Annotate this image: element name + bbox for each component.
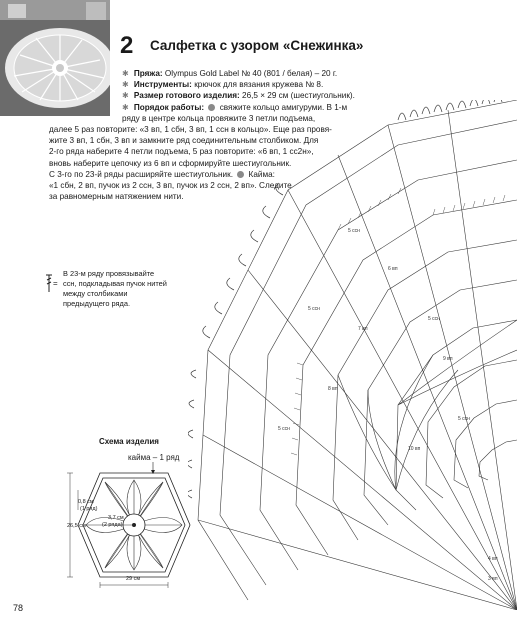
chart-label: 10 вп <box>408 446 421 452</box>
page-number: 78 <box>13 603 24 613</box>
chart-label: 9 вп <box>443 356 453 362</box>
star-bullet-icon: ✱ <box>122 80 129 90</box>
chart-label: 6 вп <box>388 266 398 272</box>
pattern-title: Салфетка с узором «Снежинка» <box>150 38 364 53</box>
star-bullet-icon: ✱ <box>122 102 129 112</box>
chart-label: 4 вп <box>488 556 498 562</box>
dim-37: 3,7 см <box>108 515 124 521</box>
crochet-chart <box>188 100 517 610</box>
stitch-note: В 23-м ряду провязывайте ссн, подкладывая пучок нитей между столбиками предыдущего ряда. <box>63 269 167 308</box>
chart-label: 5 ссн <box>278 426 290 432</box>
chart-label: 5 ссн <box>348 228 360 234</box>
doily-photo <box>0 0 110 116</box>
instructions-paragraph: далее 5 раз повторите: «3 вп, 1 сбн, 3 вп, 1 ссн в кольцо». Еще раз провя- жите 3 вп, 1 сбн, 3 вп и замкните ряд соединительным столбиком. Для 2-го ряда наберите 4 петли подъема, 5 раз повторите: «6 вп, 1 сс2н», вновь наберите цепочку из 6 вп и сформируйте шестиугольник. С 3-го по 23-й ряды расширяйте шестиугольник. Кайма: «1 сбн, 2 вп, пучок из 2 ссн, 3 вп, пучок из 2 ссн, 2 вп». Следите за равномерным натяжением нити. <box>49 125 332 202</box>
chart-label: 5 ссн <box>308 306 320 312</box>
schema-title: Схема изделия <box>99 437 159 446</box>
size-line: ✱ Размер готового изделия: 26,5 × 29 см (шестиугольник). <box>122 91 355 101</box>
chart-label: 3 вп <box>488 576 498 582</box>
tools-line: ✱ Инструменты: крючок для вязания кружева № 8. <box>122 80 324 90</box>
dim-1row: (1 ряд) <box>80 506 98 512</box>
dim-08: 0,8 см <box>78 499 94 505</box>
yarn-line: ✱ Пряжа: Olympus Gold Label № 40 (801 / белая) – 20 г. <box>122 69 338 78</box>
dim-29: 29 см <box>126 576 141 582</box>
dim-2rows: (2 ряда) <box>102 522 123 528</box>
star-bullet-icon: ✱ <box>122 69 129 78</box>
chart-label: 8 вп <box>328 386 338 392</box>
dim-265: 26,5 см <box>67 523 86 529</box>
chart-label: 5 ссн <box>458 416 470 422</box>
chart-label: 5 ссн <box>428 316 440 322</box>
chart-label: 7 вп <box>358 326 368 332</box>
procedure-line: ✱ Порядок работы: свяжите кольцо амигуруми. В 1-м <box>122 102 348 112</box>
border-label: кайма – 1 ряд <box>128 453 180 462</box>
instructions-line-1: ряду в центре кольца провяжите 3 петли подъема, <box>122 114 316 123</box>
pattern-number: 2 <box>120 32 134 59</box>
star-bullet-icon: ✱ <box>122 91 129 101</box>
schema-diagram <box>60 450 195 588</box>
svg-text:=: = <box>53 279 58 288</box>
